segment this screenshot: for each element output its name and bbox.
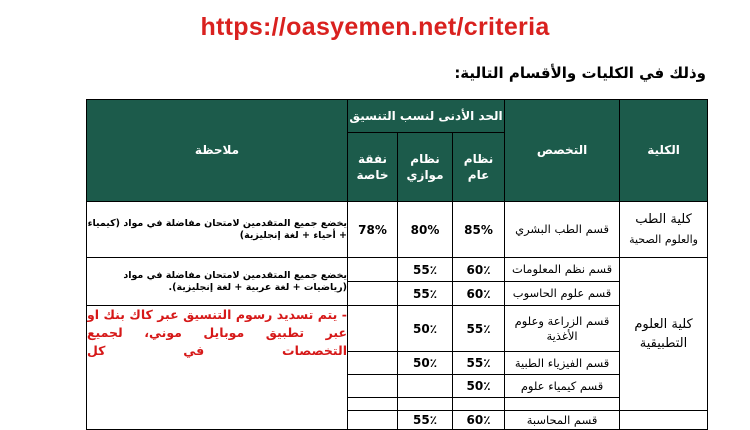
spec-cell: قسم نظم المعلومات bbox=[505, 258, 620, 282]
college-name: كلية العلوم bbox=[634, 316, 693, 332]
header-parallel-system: نظام موازي bbox=[398, 133, 453, 202]
private-pct bbox=[348, 375, 398, 398]
spec-cell: قسم كيمياء علوم bbox=[505, 375, 620, 398]
general-pct: 60٪ bbox=[453, 282, 505, 306]
college-medicine bbox=[620, 202, 708, 258]
criteria-url[interactable]: https://oasyemen.net/criteria bbox=[200, 13, 550, 41]
spec-cell: قسم الفيزياء الطبية bbox=[505, 352, 620, 375]
parallel-pct: 50٪ bbox=[398, 352, 453, 375]
general-pct: 50٪ bbox=[453, 375, 505, 398]
general-pct: 85% bbox=[453, 202, 505, 258]
parallel-pct: 55٪ bbox=[398, 411, 453, 430]
parallel-pct: 50٪ bbox=[398, 306, 453, 352]
private-pct bbox=[348, 258, 398, 282]
private-pct bbox=[348, 282, 398, 306]
header-college: الكلية bbox=[620, 100, 708, 202]
header-general-system: نظام عام bbox=[453, 133, 505, 202]
college-subname: والعلوم الصحية bbox=[629, 232, 698, 246]
private-pct bbox=[348, 352, 398, 375]
private-pct bbox=[348, 398, 398, 411]
spec-cell: قسم الزراعة وعلوم الأغذية bbox=[505, 306, 620, 352]
header-min-percentages: الحد الأدنى لنسب التنسيق bbox=[348, 100, 505, 133]
table-row bbox=[87, 306, 708, 352]
criteria-table bbox=[86, 99, 708, 430]
general-pct: 60٪ bbox=[453, 258, 505, 282]
private-pct bbox=[348, 306, 398, 352]
table-row bbox=[87, 202, 708, 258]
general-pct bbox=[453, 398, 505, 411]
private-pct bbox=[348, 411, 398, 430]
parallel-pct bbox=[398, 398, 453, 411]
note-cell: يخضع جميع المتقدمين لامتحان مفاضلة في مواد (رياضيات + لغة عربية + لغة إنجليزية). bbox=[87, 258, 348, 306]
parallel-pct: 55٪ bbox=[398, 282, 453, 306]
general-pct: 55٪ bbox=[453, 306, 505, 352]
spec-cell: قسم المحاسبة bbox=[505, 411, 620, 430]
table-row bbox=[87, 258, 708, 282]
header-notes: ملاحظة bbox=[87, 100, 348, 202]
parallel-pct: 55٪ bbox=[398, 258, 453, 282]
college-applied-sciences bbox=[620, 258, 708, 411]
college-cell bbox=[620, 411, 708, 430]
intro-text: وذلك في الكليات والأقسام التالية: bbox=[454, 64, 706, 82]
spec-cell: قسم الطب البشري bbox=[505, 202, 620, 258]
fee-payment-note: - يتم تسديد رسوم التنسيق عبر كاك بنك او عبر تطبيق موبايل موني، لجميع التخصصات في كل bbox=[87, 306, 348, 430]
parallel-pct bbox=[398, 375, 453, 398]
spec-cell bbox=[505, 398, 620, 411]
header-specialization: التخصص bbox=[505, 100, 620, 202]
private-pct: 78% bbox=[348, 202, 398, 258]
header-private-fee: نفقة خاصة bbox=[348, 133, 398, 202]
spec-cell: قسم علوم الحاسوب bbox=[505, 282, 620, 306]
general-pct: 55٪ bbox=[453, 352, 505, 375]
note-cell: يخضع جميع المتقدمين لامتحان مفاضلة في مواد (كيمياء + أحياء + لغة إنجليزية) bbox=[87, 202, 348, 258]
parallel-pct: 80% bbox=[398, 202, 453, 258]
general-pct: 60٪ bbox=[453, 411, 505, 430]
college-name: كلية الطب bbox=[635, 212, 692, 227]
college-subname: التطبيقية bbox=[639, 336, 688, 351]
